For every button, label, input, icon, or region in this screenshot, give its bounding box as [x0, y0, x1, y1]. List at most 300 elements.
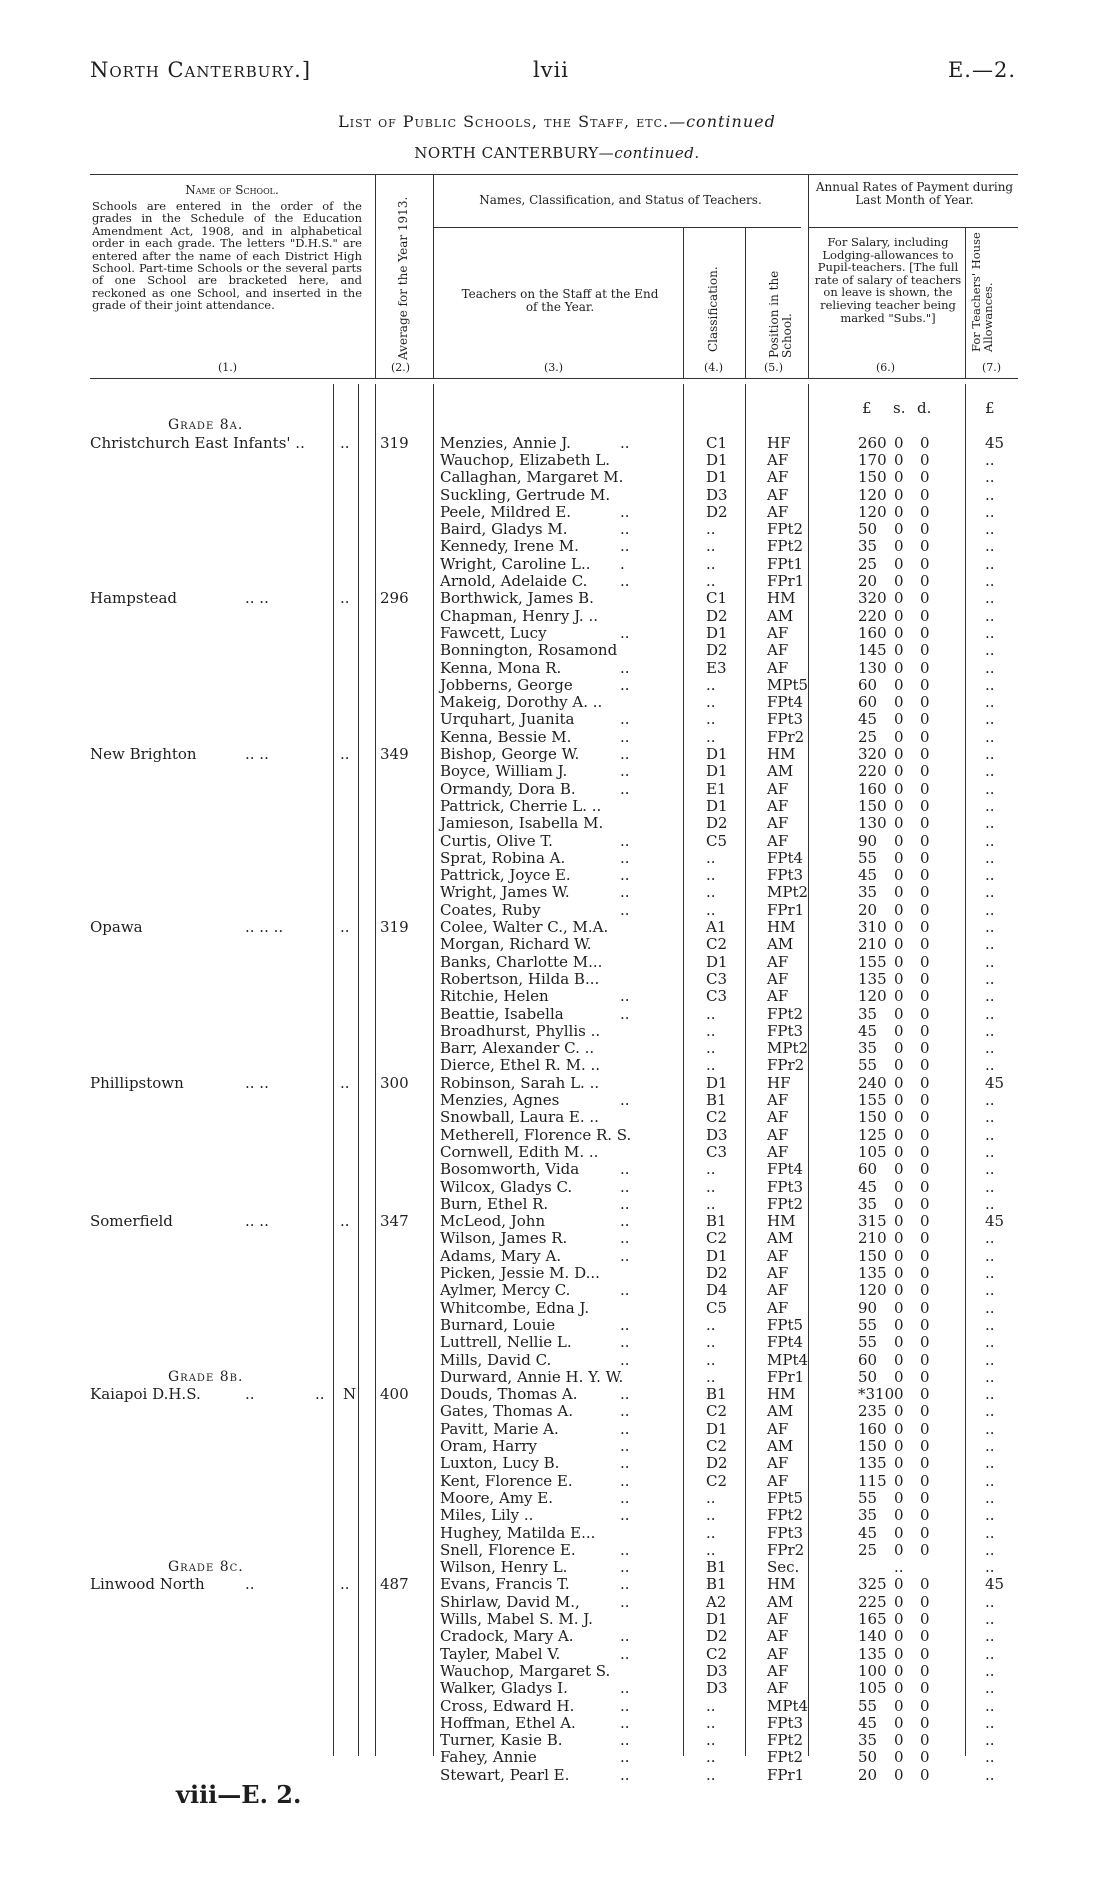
- teacher-leader-dots: ..: [620, 675, 630, 694]
- salary-pounds: 240: [858, 1073, 887, 1092]
- table-row: [0, 1144, 1114, 1161]
- salary-pounds: 120: [858, 987, 887, 1006]
- house-allowance: ..: [985, 1437, 995, 1455]
- teacher-leader-dots: ..: [620, 1160, 630, 1179]
- classification: C2: [706, 1644, 728, 1663]
- header-bottom-rule: [90, 378, 1018, 379]
- table-row: [0, 763, 1114, 780]
- classification: ..: [706, 520, 716, 539]
- classification: D1: [706, 1246, 728, 1265]
- school-column-title: Name of School.: [185, 183, 279, 197]
- house-allowance: ..: [985, 1056, 995, 1075]
- classification: D1: [706, 1419, 728, 1438]
- classification: ..: [706, 1160, 716, 1179]
- teacher-name: Tayler, Mabel V.: [440, 1644, 561, 1663]
- salary-pounds: 220: [858, 606, 887, 625]
- salary-pounds: 55: [858, 1488, 878, 1507]
- table-row: [0, 1749, 1114, 1766]
- table-row: [0, 884, 1114, 901]
- salary-shillings: 0: [894, 554, 904, 573]
- teacher-name: Aylmer, Mercy C.: [440, 1281, 571, 1300]
- salary-pence: 0: [920, 1575, 930, 1594]
- table-row: [0, 1559, 1114, 1576]
- house-allowance: ..: [985, 918, 995, 936]
- teacher-name: Dierce, Ethel R. M. ..: [440, 1056, 601, 1075]
- teacher-name: Luttrell, Nellie L.: [440, 1333, 572, 1352]
- position: HM: [767, 1385, 796, 1404]
- salary-shillings: 0: [894, 883, 904, 902]
- page-title-main: List of Public Schools, the Staff, etc.—: [338, 112, 687, 131]
- salary-pence: 0: [920, 537, 930, 556]
- salary-pence: 0: [920, 1004, 930, 1023]
- district-title: [0, 144, 1114, 162]
- salary-shillings: 0: [894, 589, 904, 608]
- teacher-name: Turner, Kasie B.: [440, 1731, 563, 1750]
- salary-pence: 0: [920, 1142, 930, 1161]
- salary-pence: 0: [920, 900, 930, 919]
- teacher-name: Walker, Gladys I.: [440, 1679, 568, 1698]
- table-row: [0, 1213, 1114, 1230]
- school-dots: ..: [340, 433, 350, 452]
- classification: C2: [706, 1229, 728, 1248]
- salary-shillings: 0: [894, 485, 904, 504]
- unit-pence: d.: [917, 399, 932, 417]
- salary-pounds: 55: [858, 1333, 878, 1352]
- house-allowance: ..: [985, 485, 995, 504]
- position: AF: [767, 1471, 789, 1490]
- table-row: [0, 1006, 1114, 1023]
- salary-shillings: 0: [894, 952, 904, 971]
- teacher-leader-dots: ..: [620, 1592, 630, 1611]
- salary-shillings: 0: [894, 1298, 904, 1317]
- position: FPr2: [767, 727, 805, 746]
- salary-pounds: 90: [858, 831, 878, 850]
- school-name: Kaiapoi D.H.S.: [90, 1385, 201, 1404]
- salary-shillings: 0: [894, 848, 904, 867]
- salary-pence: 0: [920, 969, 930, 988]
- house-allowance: ..: [985, 814, 995, 833]
- table-row: [0, 1438, 1114, 1455]
- salary-pence: 0: [920, 468, 930, 487]
- salary-pence: 0: [920, 1506, 930, 1525]
- salary-pence: 0: [920, 1471, 930, 1490]
- salary-shillings: 0: [894, 1731, 904, 1750]
- table-row: [0, 988, 1114, 1005]
- salary-pence: 0: [920, 1056, 930, 1075]
- salary-pence: 0: [920, 1333, 930, 1352]
- position: FPt2: [767, 520, 804, 539]
- salary-pounds: 260: [858, 433, 887, 452]
- position: FPt2: [767, 1194, 804, 1213]
- position: AF: [767, 623, 789, 642]
- house-allowance: ..: [985, 1661, 995, 1680]
- teacher-leader-dots: ..: [620, 987, 630, 1006]
- classification: ..: [706, 1333, 716, 1352]
- teacher-name: Kennedy, Irene M.: [440, 537, 579, 556]
- salary-pounds: 35: [858, 1004, 878, 1023]
- teacher-name: Urquhart, Juanita: [440, 710, 575, 729]
- house-allowance: ..: [985, 900, 995, 919]
- position: FPt4: [767, 848, 804, 867]
- classification: D1: [706, 623, 728, 642]
- salary-shillings: 0: [894, 1506, 904, 1525]
- school-column-note: Schools are entered in the order of the grades in the Schedule of the Education Amendment Act, 1908, and in alphabetical order in each grade. The letters "D.H.S." are entered after the name of each District High School. Part-time Schools or the several parts of one School are bracketed here, and reckoned as one School, and inserted in the grade of their joint attendance.: [92, 199, 362, 313]
- teacher-name: Wright, James W.: [440, 883, 570, 902]
- salary-pounds: 20: [858, 900, 878, 919]
- classification: E1: [706, 779, 727, 798]
- position: AF: [767, 641, 789, 660]
- salary-shillings: 0: [894, 1039, 904, 1058]
- page-title-continued: continued: [686, 112, 776, 131]
- grade-label: Grade 8a.: [168, 417, 244, 434]
- position: AF: [767, 502, 789, 521]
- classification: D2: [706, 1264, 728, 1282]
- header-divider-2: [433, 174, 434, 378]
- salary-shillings: ..: [894, 1558, 904, 1577]
- position: AF: [767, 658, 789, 677]
- school-name: Hampstead: [90, 589, 177, 608]
- teacher-name: Oram, Harry: [440, 1437, 538, 1455]
- classification: ..: [706, 1540, 716, 1559]
- salary-shillings: 0: [894, 1350, 904, 1369]
- house-allowance: ..: [985, 1350, 995, 1369]
- house-allowance: ..: [985, 1194, 995, 1213]
- house-allowance: ..: [985, 623, 995, 642]
- classification: ..: [706, 1765, 716, 1784]
- salary-shillings: 0: [894, 433, 904, 452]
- house-allowance: 45: [985, 1212, 1005, 1231]
- teacher-leader-dots: ..: [620, 537, 630, 556]
- teacher-leader-dots: ..: [620, 1004, 630, 1023]
- table-row: [0, 1698, 1114, 1715]
- teacher-name: Moore, Amy E.: [440, 1488, 554, 1507]
- salary-shillings: 0: [894, 935, 904, 954]
- teacher-name: Wilson, James R.: [440, 1229, 568, 1248]
- house-allowance: ..: [985, 1748, 995, 1767]
- position: HM: [767, 1575, 796, 1594]
- salary-shillings: 0: [894, 1713, 904, 1732]
- table-row: [0, 1576, 1114, 1593]
- teacher-name: Burnard, Louie: [440, 1315, 556, 1334]
- table-row: [0, 1230, 1114, 1247]
- classification: C1: [706, 433, 728, 452]
- column-number-2: (2.): [391, 361, 411, 374]
- house-allowance: ..: [985, 502, 995, 521]
- teacher-name: Curtis, Olive T.: [440, 831, 553, 850]
- teacher-name: Whitcombe, Edna J.: [440, 1298, 590, 1317]
- classification: ..: [706, 1696, 716, 1715]
- salary-pounds: 50: [858, 1367, 878, 1386]
- salary-shillings: 0: [894, 1333, 904, 1352]
- teacher-leader-dots: ..: [620, 1558, 630, 1577]
- salary-pounds: 150: [858, 1246, 887, 1265]
- salary-shillings: 0: [894, 502, 904, 521]
- classification: ..: [706, 1523, 716, 1542]
- house-allowance: ..: [985, 1281, 995, 1300]
- salary-shillings: 0: [894, 450, 904, 469]
- house-allowance: ..: [985, 1419, 995, 1438]
- salary-pounds: 45: [858, 710, 878, 729]
- position: FPt2: [767, 1731, 804, 1750]
- salary-pounds: 130: [858, 658, 887, 677]
- position: FPt5: [767, 1315, 804, 1334]
- salary-pounds: 35: [858, 1194, 878, 1213]
- position: FPt5: [767, 1488, 804, 1507]
- salary-pence: 0: [920, 935, 930, 954]
- table-row: [0, 1525, 1114, 1542]
- salary-shillings: 0: [894, 987, 904, 1006]
- school-name: Opawa: [90, 918, 143, 936]
- salary-pence: 0: [920, 485, 930, 504]
- teacher-name: Bosomworth, Vida: [440, 1160, 580, 1179]
- table-row: [0, 487, 1114, 504]
- salary-pounds: 220: [858, 762, 887, 781]
- column-number-6: (6.): [876, 361, 896, 374]
- table-row: [0, 521, 1114, 538]
- salary-shillings: 0: [894, 572, 904, 590]
- table-row: [0, 1403, 1114, 1420]
- salary-shillings: 0: [894, 1575, 904, 1594]
- salary-pounds: 155: [858, 1091, 887, 1109]
- header-divider-3: [683, 227, 684, 378]
- salary-pounds: 150: [858, 1108, 887, 1127]
- salary-shillings: 0: [894, 1540, 904, 1559]
- position: MPt2: [767, 883, 809, 902]
- column-number-4: (4.): [704, 361, 724, 374]
- position: AF: [767, 952, 789, 971]
- teacher-name: Durward, Annie H. Y. W.: [440, 1367, 624, 1386]
- house-allowance: ..: [985, 727, 995, 746]
- average-attendance: 487: [380, 1575, 409, 1594]
- position: FPt1: [767, 554, 804, 573]
- salary-shillings: 0: [894, 1160, 904, 1179]
- salary-pence: 0: [920, 848, 930, 867]
- salary-shillings: 0: [894, 468, 904, 487]
- position: FPr1: [767, 900, 805, 919]
- position: HF: [767, 433, 791, 452]
- position: AM: [767, 1229, 794, 1248]
- salary-shillings: 0: [894, 1627, 904, 1646]
- house-allowance: ..: [985, 762, 995, 781]
- house-allowance-column-title: For Teachers' House Allowances.: [969, 232, 995, 352]
- position: AF: [767, 987, 789, 1006]
- salary-shillings: 0: [894, 658, 904, 677]
- table-row: [0, 469, 1114, 486]
- house-allowance: ..: [985, 1091, 995, 1109]
- teacher-name: McLeod, John: [440, 1212, 546, 1231]
- header-divider-5: [808, 174, 809, 378]
- salary-shillings: 0: [894, 1091, 904, 1109]
- salary-shillings: 0: [894, 710, 904, 729]
- salary-pence: 0: [920, 1419, 930, 1438]
- classification: ..: [706, 1748, 716, 1767]
- salary-shillings: 0: [894, 762, 904, 781]
- classification: D1: [706, 762, 728, 781]
- salary-shillings: 0: [894, 1661, 904, 1680]
- position: MPt4: [767, 1696, 809, 1715]
- salary-shillings: 0: [894, 1125, 904, 1144]
- position: AF: [767, 1679, 789, 1698]
- salary-pounds: 135: [858, 1454, 887, 1473]
- classification: ..: [706, 1350, 716, 1369]
- classification: D3: [706, 1661, 728, 1680]
- classification: ..: [706, 693, 716, 712]
- salary-shillings: 0: [894, 1437, 904, 1455]
- teacher-name: Banks, Charlotte M...: [440, 952, 603, 971]
- teacher-leader-dots: ..: [620, 1402, 630, 1421]
- salary-pounds: 60: [858, 1160, 878, 1179]
- classification: D1: [706, 1073, 728, 1092]
- school-leader-dots: .. .. ..: [245, 918, 284, 936]
- teacher-name: Bishop, George W.: [440, 745, 580, 763]
- teacher-name: Shirlaw, David M.,: [440, 1592, 580, 1611]
- school-leader-dots: .. ..: [245, 1212, 269, 1231]
- table-row: [0, 1282, 1114, 1299]
- classification: ..: [706, 675, 716, 694]
- salary-shillings: 0: [894, 1264, 904, 1282]
- house-allowance: ..: [985, 1644, 995, 1663]
- table-row: [0, 1300, 1114, 1317]
- salary-pounds: 150: [858, 468, 887, 487]
- classification: C2: [706, 1437, 728, 1455]
- salary-pounds: 35: [858, 1731, 878, 1750]
- salary-pounds: 45: [858, 1177, 878, 1196]
- table-row: [0, 919, 1114, 936]
- teacher-name: Snell, Florence E.: [440, 1540, 576, 1559]
- teacher-name: Pattrick, Cherrie L. ..: [440, 796, 602, 815]
- teacher-name: Luxton, Lucy B.: [440, 1454, 560, 1473]
- classification-column-title: Classification.: [706, 266, 720, 352]
- table-row: [0, 1092, 1114, 1109]
- position: FPt3: [767, 1523, 804, 1542]
- house-allowance: ..: [985, 520, 995, 539]
- salary-shillings: 0: [894, 1108, 904, 1127]
- house-allowance: ..: [985, 745, 995, 763]
- position: AF: [767, 1142, 789, 1161]
- salary-shillings: 0: [894, 1592, 904, 1611]
- table-row: [0, 954, 1114, 971]
- position: FPt2: [767, 1748, 804, 1767]
- teacher-leader-dots: ..: [620, 1731, 630, 1750]
- position: AF: [767, 814, 789, 833]
- classification: D2: [706, 641, 728, 660]
- salary-pence: 0: [920, 883, 930, 902]
- teacher-name: Douds, Thomas A.: [440, 1385, 578, 1404]
- salary-pence: 0: [920, 1315, 930, 1334]
- teacher-name: Gates, Thomas A.: [440, 1402, 573, 1421]
- salary-shillings: 0: [894, 1246, 904, 1265]
- teacher-name: Jobberns, George: [440, 675, 573, 694]
- average-attendance: 319: [380, 918, 409, 936]
- salary-pence: 0: [920, 433, 930, 452]
- classification: ..: [706, 537, 716, 556]
- position: AF: [767, 450, 789, 469]
- classification: ..: [706, 1488, 716, 1507]
- classification: D3: [706, 485, 728, 504]
- salary-pence: 0: [920, 1661, 930, 1680]
- table-row: [0, 833, 1114, 850]
- column-number-7: (7.): [982, 361, 1002, 374]
- salary-shillings: 0: [894, 1523, 904, 1542]
- header-divider-6: [965, 227, 966, 378]
- classification: C3: [706, 987, 728, 1006]
- teacher-name: Chapman, Henry J. ..: [440, 606, 598, 625]
- position: AF: [767, 779, 789, 798]
- house-allowance: ..: [985, 1246, 995, 1265]
- salary-pence: 0: [920, 1367, 930, 1386]
- table-row: [0, 1473, 1114, 1490]
- classification: ..: [706, 572, 716, 590]
- column-number-3: (3.): [544, 361, 564, 374]
- classification: ..: [706, 848, 716, 867]
- position: FPt2: [767, 1506, 804, 1525]
- salary-pounds: 25: [858, 554, 878, 573]
- position: AF: [767, 1108, 789, 1127]
- teacher-leader-dots: ..: [620, 1575, 630, 1594]
- classification: ..: [706, 1713, 716, 1732]
- classification: ..: [706, 1021, 716, 1040]
- house-allowance: ..: [985, 572, 995, 590]
- teacher-leader-dots: ..: [620, 745, 630, 763]
- salary-pence: 0: [920, 796, 930, 815]
- table-top-rule: [90, 174, 1018, 175]
- classification: C2: [706, 1402, 728, 1421]
- salary-pence: 0: [920, 866, 930, 885]
- salary-pounds: 120: [858, 485, 887, 504]
- house-allowance: ..: [985, 1471, 995, 1490]
- position: FPr1: [767, 1367, 805, 1386]
- table-row: [0, 660, 1114, 677]
- teacher-leader-dots: ..: [620, 623, 630, 642]
- salary-pence: 0: [920, 658, 930, 677]
- school-name: Christchurch East Infants' ..: [90, 433, 305, 452]
- position: HM: [767, 1212, 796, 1231]
- table-row: [0, 746, 1114, 763]
- teacher-name: Cross, Edward H.: [440, 1696, 575, 1715]
- position: FPt3: [767, 1021, 804, 1040]
- teacher-name: Robinson, Sarah L. ..: [440, 1073, 600, 1092]
- classification: D1: [706, 450, 728, 469]
- teacher-leader-dots: ..: [620, 1281, 630, 1300]
- position: MPt5: [767, 675, 809, 694]
- salary-shillings: 0: [894, 1194, 904, 1213]
- rates-group-rule: [808, 227, 1018, 228]
- teacher-leader-dots: ..: [620, 1091, 630, 1109]
- teacher-leader-dots: ..: [620, 831, 630, 850]
- teacher-leader-dots: ..: [620, 1437, 630, 1455]
- teacher-name: Snowball, Laura E. ..: [440, 1108, 599, 1127]
- salary-pence: 0: [920, 745, 930, 763]
- teacher-name: Wright, Caroline L..: [440, 554, 591, 573]
- teacher-name: Wilcox, Gladys C.: [440, 1177, 573, 1196]
- house-allowance: ..: [985, 1385, 995, 1404]
- salary-shillings: 0: [894, 1142, 904, 1161]
- position: AF: [767, 1125, 789, 1144]
- house-allowance: ..: [985, 1315, 995, 1334]
- table-row: [0, 1023, 1114, 1040]
- table-row: [0, 711, 1114, 728]
- salary-pounds: 55: [858, 848, 878, 867]
- position: AF: [767, 969, 789, 988]
- teacher-name: Barr, Alexander C. ..: [440, 1039, 595, 1058]
- position: AF: [767, 1627, 789, 1646]
- salary-pence: 0: [920, 762, 930, 781]
- teacher-leader-dots: ..: [620, 1246, 630, 1265]
- salary-shillings: 0: [894, 1696, 904, 1715]
- house-allowance: ..: [985, 589, 995, 608]
- table-row: [0, 1075, 1114, 1092]
- house-allowance: ..: [985, 796, 995, 815]
